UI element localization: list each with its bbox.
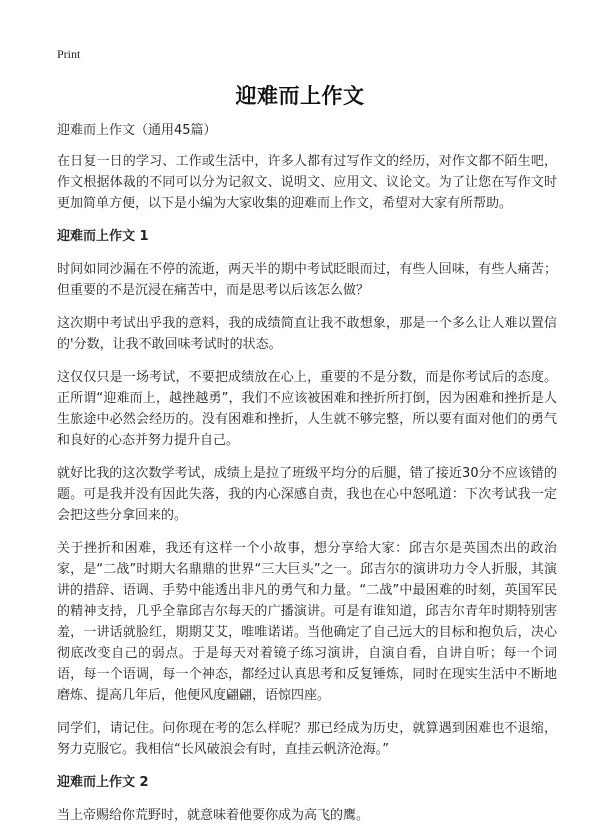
page-title: 迎难而上作文 — [235, 84, 365, 108]
print-link[interactable]: Print — [57, 47, 81, 61]
section-1-paragraph: 这仅仅只是一场考试，不要把成绩放在心上，重要的不是分数，而是你考试后的态度。正所谓“迎难而上，越挫越勇”，我们不应该被困难和挫折所打倒，因为困难和挫折是人生旅途中必然会经历的。没有困难和挫折，人生就不够完整，所以要有面对他们的勇气和良好的心态并努力提升自己。 — [57, 370, 557, 448]
section-1-paragraph: 就好比我的这次数学考试，成绩上是拉了班级平均分的后腿，错了接近30分不应该错的题。可是我并没有因此失落，我的内心深感自责，我也在心中怒吼道：下次考试我一定会把这些分拿回来的。 — [57, 466, 557, 523]
section-1-paragraph: 时间如同沙漏在不停的流逝，两天半的期中考试眨眼而过，有些人回味，有些人痛苦；但重要的不是沉浸在痛苦中，而是思考以后该怎么做？ — [57, 262, 557, 298]
section-1-paragraph: 关于挫折和困难，我还有这样一个小故事，想分享给大家：邱吉尔是英国杰出的政治家，是“二战”时期大名鼎鼎的世界“三大巨头”之一。邱吉尔的演讲功力令人折服，其演讲的措辞、语调、手势中能透出非凡的勇气和力量。“二战”中最困难的时刻，英国军民的精神支持，几乎全靠邱吉尔每天的广播演讲。可是有谁知道，邱吉尔青年时期特别害羞，一讲话就脸红，期期艾艾，唯唯诺诺。当他确定了自己远大的目标和抱负后，决心彻底改变自己的弱点。于是每天对着镜子练习演讲，自演自看，自讲自听；每一个词语，每一个语调，每一个神态，都经过认真思考和反复锤炼，同时在现实生活中不断地磨炼、提高几年后，他便风度翩翩，语惊四座。 — [57, 541, 557, 703]
section-2-paragraph: 当上帝赐给你荒野时，就意味着他要你成为高飞的鹰。 — [57, 808, 370, 823]
section-heading-1: 迎难而上作文 1 — [57, 229, 149, 244]
intro-paragraph: 在日复一日的学习、工作或生活中，许多人都有过写作文的经历，对作文都不陌生吧，作文根据体裁的不同可以分为记叙文、说明文、应用文、议论文。为了让您在写作文时更加简单方便，以下是小编为大家收集的迎难而上作文，希望对大家有所帮助。 — [57, 154, 557, 211]
section-1-paragraph: 这次期中考试出乎我的意料，我的成绩简直让我不敢想象，那是一个多么让人难以置信的'分数，让我不敢回味考试时的状态。 — [57, 316, 557, 352]
article-subtitle: 迎难而上作文（通用45篇） — [57, 123, 217, 138]
article-body — [57, 120, 557, 838]
section-1-paragraph: 同学们，请记住。问你现在考的怎么样呢？那已经成为历史，就算遇到困难也不退缩，努力克服它。我相信“长风破浪会有时，直挂云帆济沧海。” — [57, 721, 557, 757]
section-heading-2: 迎难而上作文 2 — [57, 775, 149, 790]
